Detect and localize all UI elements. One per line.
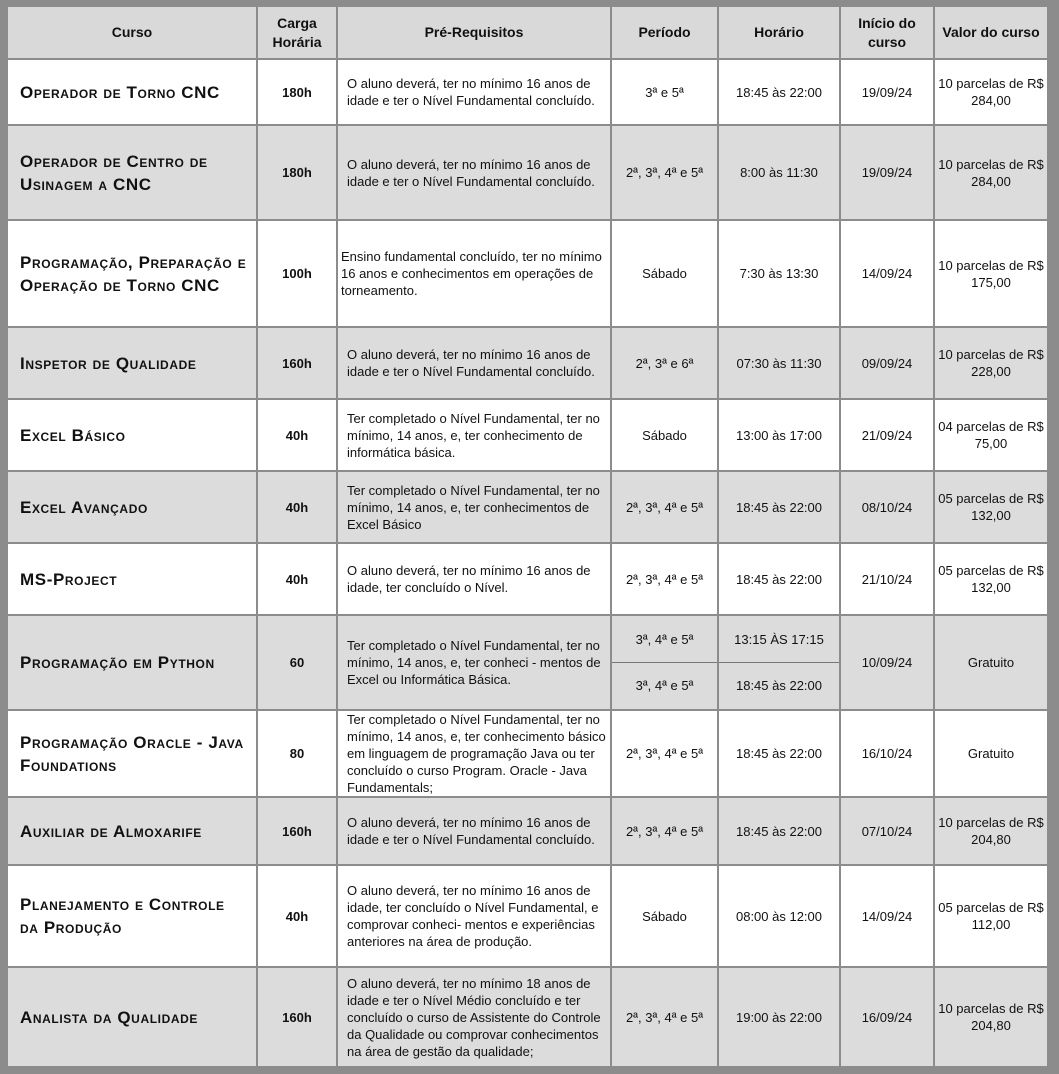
course-price: 05 parcelas de R$ 112,00	[935, 866, 1047, 966]
header-carga: Carga Horária	[258, 7, 336, 58]
table-row	[8, 968, 1047, 1066]
table-row	[8, 711, 1047, 796]
table-row	[8, 60, 1047, 124]
course-name: Programação em Python	[8, 616, 256, 709]
course-schedule-2: 18:45 às 22:00	[735, 678, 823, 693]
course-name: Planejamento e Controle da Produção	[8, 866, 256, 966]
course-price: 05 parcelas de R$ 132,00	[935, 544, 1047, 614]
header-periodo: Período	[612, 7, 717, 58]
course-prerequisites: Ter completado o Nível Fundamental, ter no mínimo, 14 anos, e, ter conhecimento de informática básica.	[338, 400, 610, 470]
course-hours: 180h	[258, 126, 336, 219]
course-price: 10 parcelas de R$ 228,00	[935, 328, 1047, 398]
course-name: Programação, Preparação e Operação de Torno CNC	[8, 221, 256, 326]
course-prerequisites: O aluno deverá, ter no mínimo 16 anos de idade e ter o Nível Fundamental concluído.	[338, 328, 610, 398]
course-hours: 40h	[258, 866, 336, 966]
course-name: Analista da Qualidade	[8, 968, 256, 1066]
course-period: 2ª, 3ª, 4ª e 5ª	[612, 968, 717, 1066]
course-start-date: 19/09/24	[841, 60, 933, 124]
course-price: Gratuito	[935, 616, 1047, 709]
table-row	[8, 798, 1047, 864]
course-prerequisites: O aluno deverá, ter no mínimo 16 anos de idade, ter concluído o Nível.	[338, 544, 610, 614]
table-row	[8, 328, 1047, 398]
course-period: Sábado	[612, 866, 717, 966]
course-schedule: 7:30 às 13:30	[719, 221, 839, 326]
course-name: Inspetor de Qualidade	[8, 328, 256, 398]
header-inicio: Início do curso	[841, 7, 933, 58]
course-start-date: 21/09/24	[841, 400, 933, 470]
course-hours: 180h	[258, 60, 336, 124]
course-name: Excel Básico	[8, 400, 256, 470]
course-prerequisites: O aluno deverá, ter no mínimo 16 anos de idade e ter o Nível Fundamental concluído.	[338, 126, 610, 219]
course-prerequisites: Ensino fundamental concluído, ter no mínimo 16 anos e conhecimentos em operações de torneamento.	[338, 221, 610, 326]
course-prerequisites: O aluno deverá, ter no mínimo 16 anos de idade e ter o Nível Fundamental concluído.	[338, 60, 610, 124]
course-start-date: 10/09/24	[841, 616, 933, 709]
header-curso: Curso	[8, 7, 256, 58]
course-price: 10 parcelas de R$ 204,80	[935, 968, 1047, 1066]
course-hours: 40h	[258, 544, 336, 614]
course-period: 3ª e 5ª	[612, 60, 717, 124]
table-row	[8, 126, 1047, 219]
course-name: Programação Oracle - Java Foundations	[8, 711, 256, 796]
course-schedule: 18:45 às 22:00	[719, 798, 839, 864]
course-schedule: 18:45 às 22:00	[719, 711, 839, 796]
course-hours: 160h	[258, 968, 336, 1066]
course-start-date: 19/09/24	[841, 126, 933, 219]
course-price: 10 parcelas de R$ 284,00	[935, 60, 1047, 124]
course-table	[6, 5, 1049, 1068]
course-prerequisites: Ter completado o Nível Fundamental, ter no mínimo, 14 anos, e, ter conheci - mentos de Excel ou Informática Básica.	[338, 616, 610, 709]
course-schedule: 18:45 às 22:00	[719, 472, 839, 542]
course-price: 04 parcelas de R$ 75,00	[935, 400, 1047, 470]
course-hours: 80	[258, 711, 336, 796]
course-name: Operador de Torno CNC	[8, 60, 256, 124]
header-valor: Valor do curso	[935, 7, 1047, 58]
table-row	[8, 400, 1047, 470]
course-period: 2ª, 3ª, 4ª e 5ª	[612, 472, 717, 542]
course-start-date: 16/09/24	[841, 968, 933, 1066]
header-horario: Horário	[719, 7, 839, 58]
course-hours: 40h	[258, 472, 336, 542]
course-period-2: 3ª, 4ª e 5ª	[635, 678, 694, 693]
course-name: Excel Avançado	[8, 472, 256, 542]
course-schedule: 07:30 às 11:30	[719, 328, 839, 398]
course-hours: 160h	[258, 798, 336, 864]
course-prerequisites: O aluno deverá, ter no mínimo 16 anos de idade e ter o Nível Fundamental concluído.	[338, 798, 610, 864]
course-price: Gratuito	[935, 711, 1047, 796]
course-schedule: 18:45 às 22:00	[719, 60, 839, 124]
course-start-date: 07/10/24	[841, 798, 933, 864]
table-row	[8, 221, 1047, 326]
course-period: Sábado	[612, 221, 717, 326]
course-period: 2ª, 3ª, 4ª e 5ª	[612, 711, 717, 796]
table-row	[8, 472, 1047, 542]
course-period: 2ª, 3ª, 4ª e 5ª	[612, 126, 717, 219]
course-price: 10 parcelas de R$ 204,80	[935, 798, 1047, 864]
course-name: MS-Project	[8, 544, 256, 614]
course-start-date: 21/10/24	[841, 544, 933, 614]
course-period: 2ª, 3ª e 6ª	[612, 328, 717, 398]
course-hours: 100h	[258, 221, 336, 326]
course-price: 10 parcelas de R$ 284,00	[935, 126, 1047, 219]
course-schedule-split	[719, 616, 839, 709]
course-prerequisites: Ter completado o Nível Fundamental, ter no mínimo, 14 anos, e, ter conhecimento básico em linguagem de programação Java ou ter concluído o curso Program. Oracle - Java Fundamentals;	[338, 711, 610, 796]
course-name: Auxiliar de Almoxarife	[8, 798, 256, 864]
course-prerequisites: O aluno deverá, ter no mínimo 18 anos de idade e ter o Nível Médio concluído e ter concluído o curso de Assistente do Controle da Qualidade ou comprovar conhecimentos na área de gestão da qualidade;	[338, 968, 610, 1066]
header-row	[8, 7, 1047, 58]
course-price: 05 parcelas de R$ 132,00	[935, 472, 1047, 542]
course-hours: 60	[258, 616, 336, 709]
course-schedule: 13:00 às 17:00	[719, 400, 839, 470]
course-period-split	[612, 616, 717, 709]
course-period: 2ª, 3ª, 4ª e 5ª	[612, 544, 717, 614]
course-period: 3ª, 4ª e 5ª	[612, 616, 717, 663]
course-start-date: 16/10/24	[841, 711, 933, 796]
course-prerequisites: Ter completado o Nível Fundamental, ter no mínimo, 14 anos, e, ter conhecimentos de Excel Básico	[338, 472, 610, 542]
header-pre-requisitos: Pré-Requisitos	[338, 7, 610, 58]
course-name: Operador de Centro de Usinagem a CNC	[8, 126, 256, 219]
course-schedule: 08:00 às 12:00	[719, 866, 839, 966]
course-schedule: 8:00 às 11:30	[719, 126, 839, 219]
table-row	[8, 616, 1047, 709]
course-start-date: 14/09/24	[841, 866, 933, 966]
course-start-date: 09/09/24	[841, 328, 933, 398]
course-start-date: 08/10/24	[841, 472, 933, 542]
course-prerequisites: O aluno deverá, ter no mínimo 16 anos de idade, ter concluído o Nível Fundamental, e comprovar conheci- mentos e experiências anteriores na área de produção.	[338, 866, 610, 966]
course-schedule: 13:15 ÀS 17:15	[719, 616, 839, 663]
course-start-date: 14/09/24	[841, 221, 933, 326]
course-hours: 160h	[258, 328, 336, 398]
course-price: 10 parcelas de R$ 175,00	[935, 221, 1047, 326]
course-schedule: 18:45 às 22:00	[719, 544, 839, 614]
course-period: Sábado	[612, 400, 717, 470]
course-schedule: 19:00 às 22:00	[719, 968, 839, 1066]
table-row	[8, 544, 1047, 614]
course-period: 2ª, 3ª, 4ª e 5ª	[612, 798, 717, 864]
course-hours: 40h	[258, 400, 336, 470]
table-row	[8, 866, 1047, 966]
